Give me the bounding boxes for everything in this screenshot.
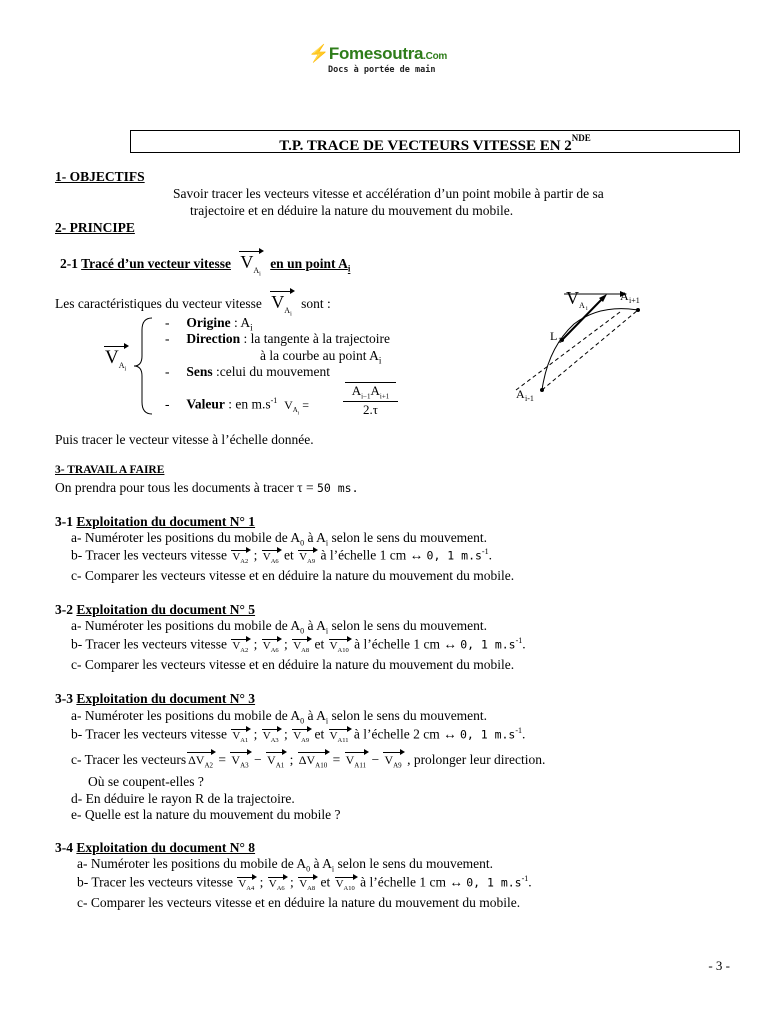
page-title: T.P. TRACE DE VECTEURS VITESSE EN 2NDE: [130, 130, 740, 153]
curly-brace: [130, 316, 160, 416]
exercise-item: Où se coupent-elles ?: [88, 774, 204, 789]
exercise-item: c- Comparer les vecteurs vitesse et en déduire la nature du mouvement du mobile.: [71, 657, 515, 672]
char-sens: - Sens :celui du mouvement: [165, 364, 330, 379]
site-logo: [308, 44, 468, 78]
char-origine: - Origine : $A_i$: [165, 315, 253, 333]
exercise-item: c- Comparer les vecteurs vitesse et en déduire la nature du mouvement du mobile.: [77, 895, 521, 910]
tau-line: On prendra pour tous les documents à tracer τ = 50 ms.: [55, 480, 359, 495]
svg-text:V: V: [566, 288, 579, 308]
exercise-item: a- Numéroter les positions du mobile de $A_0$ à $A_i$ selon le sens du mouvement.: [77, 856, 494, 874]
svg-text:i-1: i-1: [525, 394, 534, 403]
trajectory-diagram: [500, 278, 670, 408]
section-heading: 3- TRAVAIL A FAIRE: [55, 464, 165, 476]
exercise-item: c- Comparer les vecteurs vitesse et en déduire la nature du mouvement du mobile.: [71, 568, 515, 583]
logo-brand: ⚡Fomesoutra.Com: [308, 44, 447, 63]
exercise-heading: 3-2 Exploitation du document N° 5: [55, 602, 256, 617]
exercise-item: b- Tracer les vecteurs vitesse $V_{A4}$ ; $V_{A6}$ ; $V_{A8}$ et $V_{A10}$ à l’échelle 1 cm ↔ 0, 1 $m.s^{-1}$.: [77, 874, 532, 892]
exercise-item: c- Tracer les vecteurs $\Delta V_{A2} = V_{A3} - V_{A1}$ ; $\Delta V_{A10} = V_{A11} - V_{A9}$ , prolonger leur direction.: [71, 752, 546, 770]
exercise-item: e- Quelle est la nature du mouvement du mobile ?: [71, 807, 341, 822]
fraction: $A_{i-1}A_{i+1}$ 2.τ: [343, 383, 398, 418]
tracer-text: Puis tracer le vecteur vitesse à l’échelle donnée.: [55, 432, 314, 447]
exercise-item: a- Numéroter les positions du mobile de $A_0$ à $A_i$ selon le sens du mouvement.: [71, 618, 488, 636]
exercise-heading: 3-1 Exploitation du document N° 1: [55, 514, 256, 529]
char-valeur: - Valeur : en $m.s^{-1}$ $V_{A_i}$ =: [165, 396, 309, 417]
exercise-heading: 3-4 Exploitation du document N° 8: [55, 840, 256, 855]
svg-text:i+1: i+1: [629, 296, 640, 305]
char-direction-2: à la courbe au point $A_i$: [260, 348, 382, 366]
objective-text: trajectoire et en déduire la nature du mouvement du mobile.: [190, 203, 514, 218]
objective-text: Savoir tracer les vecteurs vitesse et accélération d’un point mobile à partir de sa: [173, 186, 604, 201]
char-direction: - Direction : la tangente à la trajectoire: [165, 331, 391, 346]
svg-text:A: A: [620, 289, 629, 303]
exercise-item: a- Numéroter les positions du mobile de $A_0$ à $A_i$ selon le sens du mouvement.: [71, 530, 488, 548]
svg-text:A: A: [579, 301, 585, 310]
exercise-item: a- Numéroter les positions du mobile de $A_0$ à $A_i$ selon le sens du mouvement.: [71, 708, 488, 726]
logo-tagline: Docs à portée de main: [328, 65, 436, 75]
svg-text:1: 1: [558, 336, 562, 345]
subsection-heading: 2-1 Tracé d’un vecteur vitesse $V_{A_i}$ en un point $A_i$: [60, 252, 351, 278]
exercise-item: b- Tracer les vecteurs vitesse $V_{A2}$ ; $V_{A6}$ ; $V_{A8}$ et $V_{A10}$ à l’échelle 1 cm ↔ 0, 1 $m.s^{-1}$.: [71, 636, 526, 654]
exercise-item: b- Tracer les vecteurs vitesse $V_{A1}$ ; $V_{A3}$ ; $V_{A9}$ et $V_{A11}$ à l’échelle 2 cm ↔ 0, 1 $m.s^{-1}$.: [71, 726, 526, 744]
section-heading: 2- PRINCIPE: [55, 220, 135, 235]
exercise-item: d- En déduire le rayon R de la trajectoire.: [71, 791, 295, 806]
page-number: - 3 -: [708, 958, 730, 973]
exercise-item: b- Tracer les vecteurs vitesse $V_{A2}$ ; $V_{A6}$ et $V_{A9}$ à l’échelle 1 cm ↔ 0, 1 $m.s^{-1}$.: [71, 547, 492, 565]
section-heading: 1- OBJECTIFS: [55, 169, 145, 184]
caracteristiques-intro: Les caractéristiques du vecteur vitesse $V_{A_i}$ sont :: [55, 292, 331, 318]
svg-text:A: A: [516, 387, 525, 401]
exercise-heading: 3-3 Exploitation du document N° 3: [55, 691, 256, 706]
svg-text:i: i: [586, 306, 588, 312]
svg-text:L: L: [550, 329, 558, 343]
vector-symbol: $V_{A_i}$: [105, 347, 127, 373]
